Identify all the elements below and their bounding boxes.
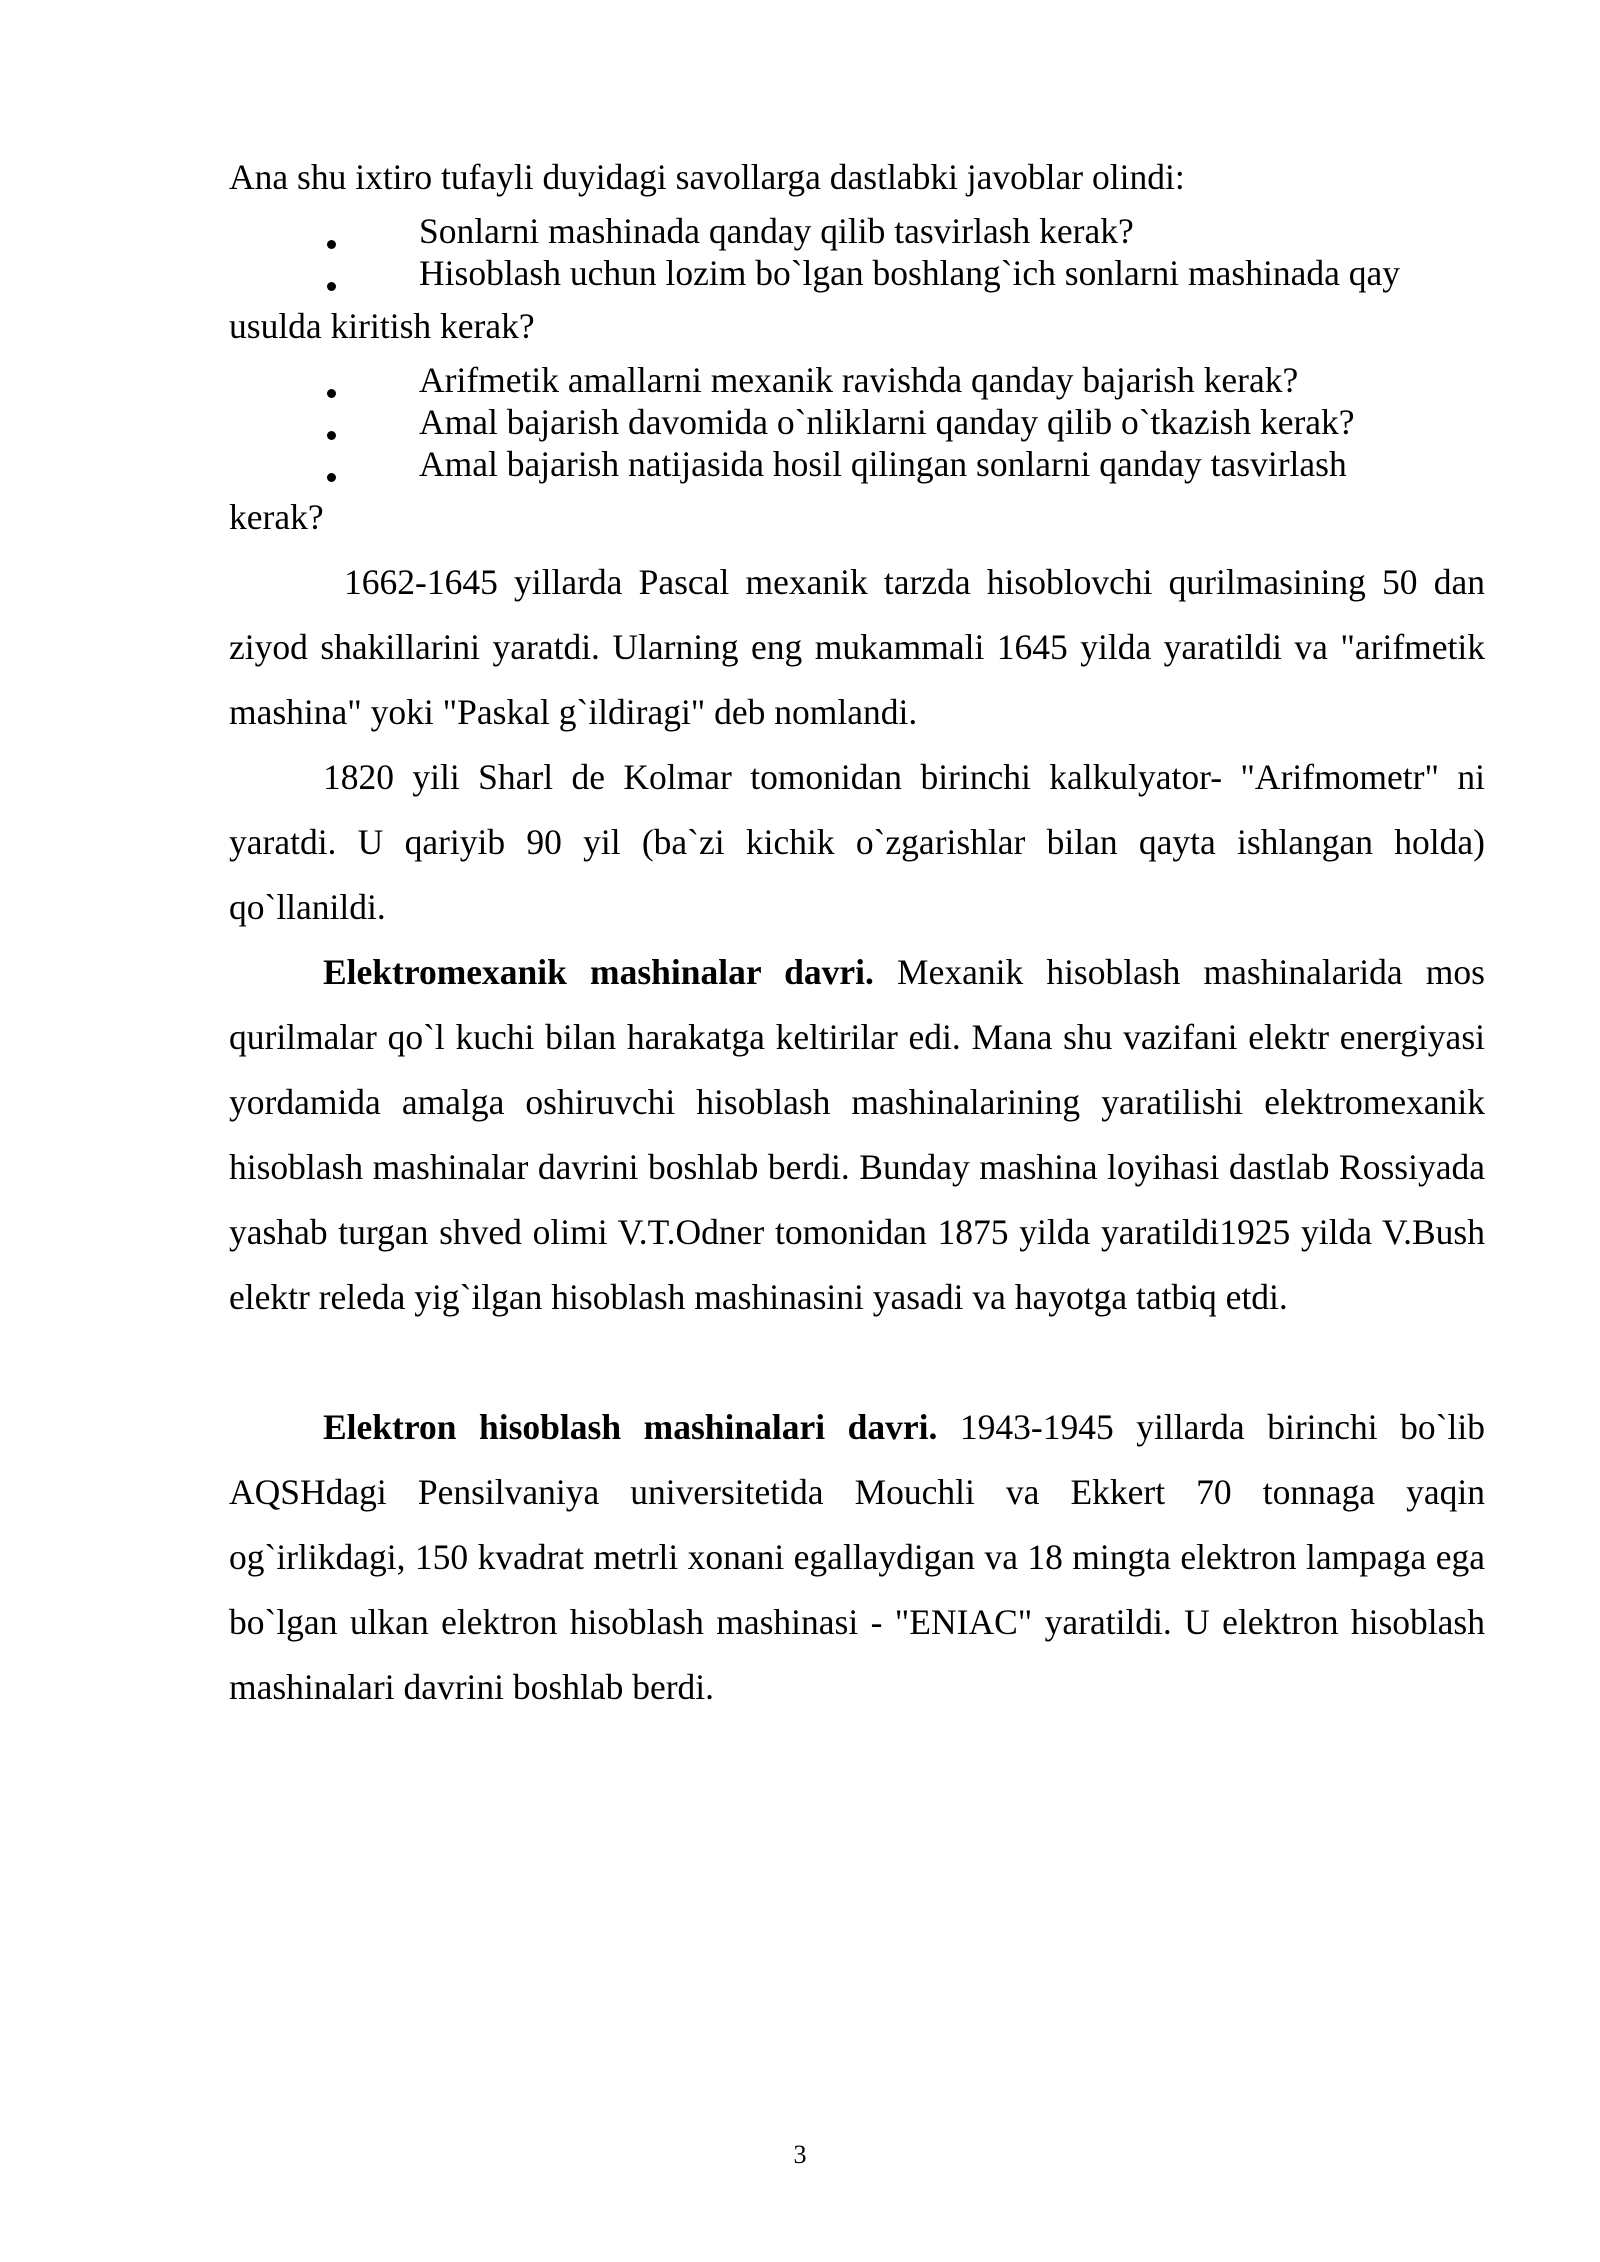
bullet-icon bbox=[229, 210, 419, 252]
page-content bbox=[229, 145, 1485, 1720]
bullet-icon bbox=[229, 401, 419, 443]
bullet-text: Arifmetik amallarni mexanik ravishda qanday bajarish kerak? bbox=[419, 360, 1299, 400]
paragraph-spacer bbox=[229, 1330, 1485, 1395]
bullet-text: Sonlarni mashinada qanday qilib tasvirlash kerak? bbox=[419, 211, 1134, 251]
kolmar-paragraph: 1820 yili Sharl de Kolmar tomonidan birinchi kalkulyator- "Arifmometr" ni yaratdi. U qariyib 90 yil (ba`zi kichik o`zgarishlar bilan qayta ishlangan holda) qo`llanildi. bbox=[229, 757, 1485, 927]
bullet-item bbox=[229, 443, 1485, 485]
bullet-continuation: kerak? bbox=[229, 497, 324, 537]
bullet-item bbox=[229, 401, 1485, 443]
bullet-icon bbox=[229, 359, 419, 401]
pascal-paragraph: 1662-1645 yillarda Pascal mexanik tarzda hisoblovchi qurilmasining 50 dan ziyod shakillarini yaratdi. Ularning eng mukammali 1645 yilda yaratildi va "arifmetik mashina" yoki "Paskal g`ildiragi" deb nomlandi. bbox=[229, 562, 1485, 732]
electronic-body: 1943-1945 yillarda birinchi bo`lib AQSHdagi Pensilvaniya universitetida Mouchli va Ekkert 70 tonnaga yaqin og`irlikdagi, 150 kvadrat metrli xonani egallaydigan va 18 mingta elektron lampaga ega bo`lgan ulkan elektron hisoblash mashinasi - "ENIAC" yaratildi. U elektron hisoblash mashinalari davrini boshlab berdi. bbox=[229, 1407, 1485, 1707]
electromechanical-body: Mexanik hisoblash mashinalarida mos qurilmalar qo`l kuchi bilan harakatga keltirilar edi. Mana shu vazifani elektr energiyasi yordamida amalga oshiruvchi hisoblash mashinalarining yaratilishi elektromexanik hisoblash mashinalar davrini boshlab berdi. Bunday mashina loyihasi dastlab Rossiyada yashab turgan shved olimi V.T.Odner tomonidan 1875 yilda yaratildi1925 yilda V.Bush elektr releda yig`ilgan hisoblash mashinasini yasadi va hayotga tatbiq etdi. bbox=[229, 952, 1485, 1317]
bullet-continuation: usulda kiritish kerak? bbox=[229, 306, 535, 346]
bullet-item bbox=[229, 359, 1485, 401]
bullet-text: Amal bajarish natijasida hosil qilingan sonlarni qanday tasvirlash bbox=[419, 444, 1347, 484]
section-heading-electronic: Elektron hisoblash mashinalari davri. bbox=[323, 1407, 938, 1447]
electromechanical-paragraph bbox=[229, 940, 1485, 1330]
section-heading-electromechanical: Elektromexanik mashinalar davri. bbox=[323, 952, 874, 992]
bullet-text: Hisoblash uchun lozim bo`lgan boshlang`ich sonlarni mashinada qay bbox=[419, 253, 1400, 293]
bullet-text: Amal bajarish davomida o`nliklarni qanday qilib o`tkazish kerak? bbox=[419, 402, 1355, 442]
bullet-item bbox=[229, 210, 1485, 252]
intro-paragraph: Ana shu ixtiro tufayli duyidagi savollarga dastlabki javoblar olindi: bbox=[229, 157, 1185, 197]
bullet-icon bbox=[229, 252, 419, 294]
bullet-icon bbox=[229, 443, 419, 485]
page-number: 3 bbox=[793, 2140, 807, 2169]
bullet-item bbox=[229, 252, 1485, 294]
electronic-paragraph bbox=[229, 1395, 1485, 1720]
